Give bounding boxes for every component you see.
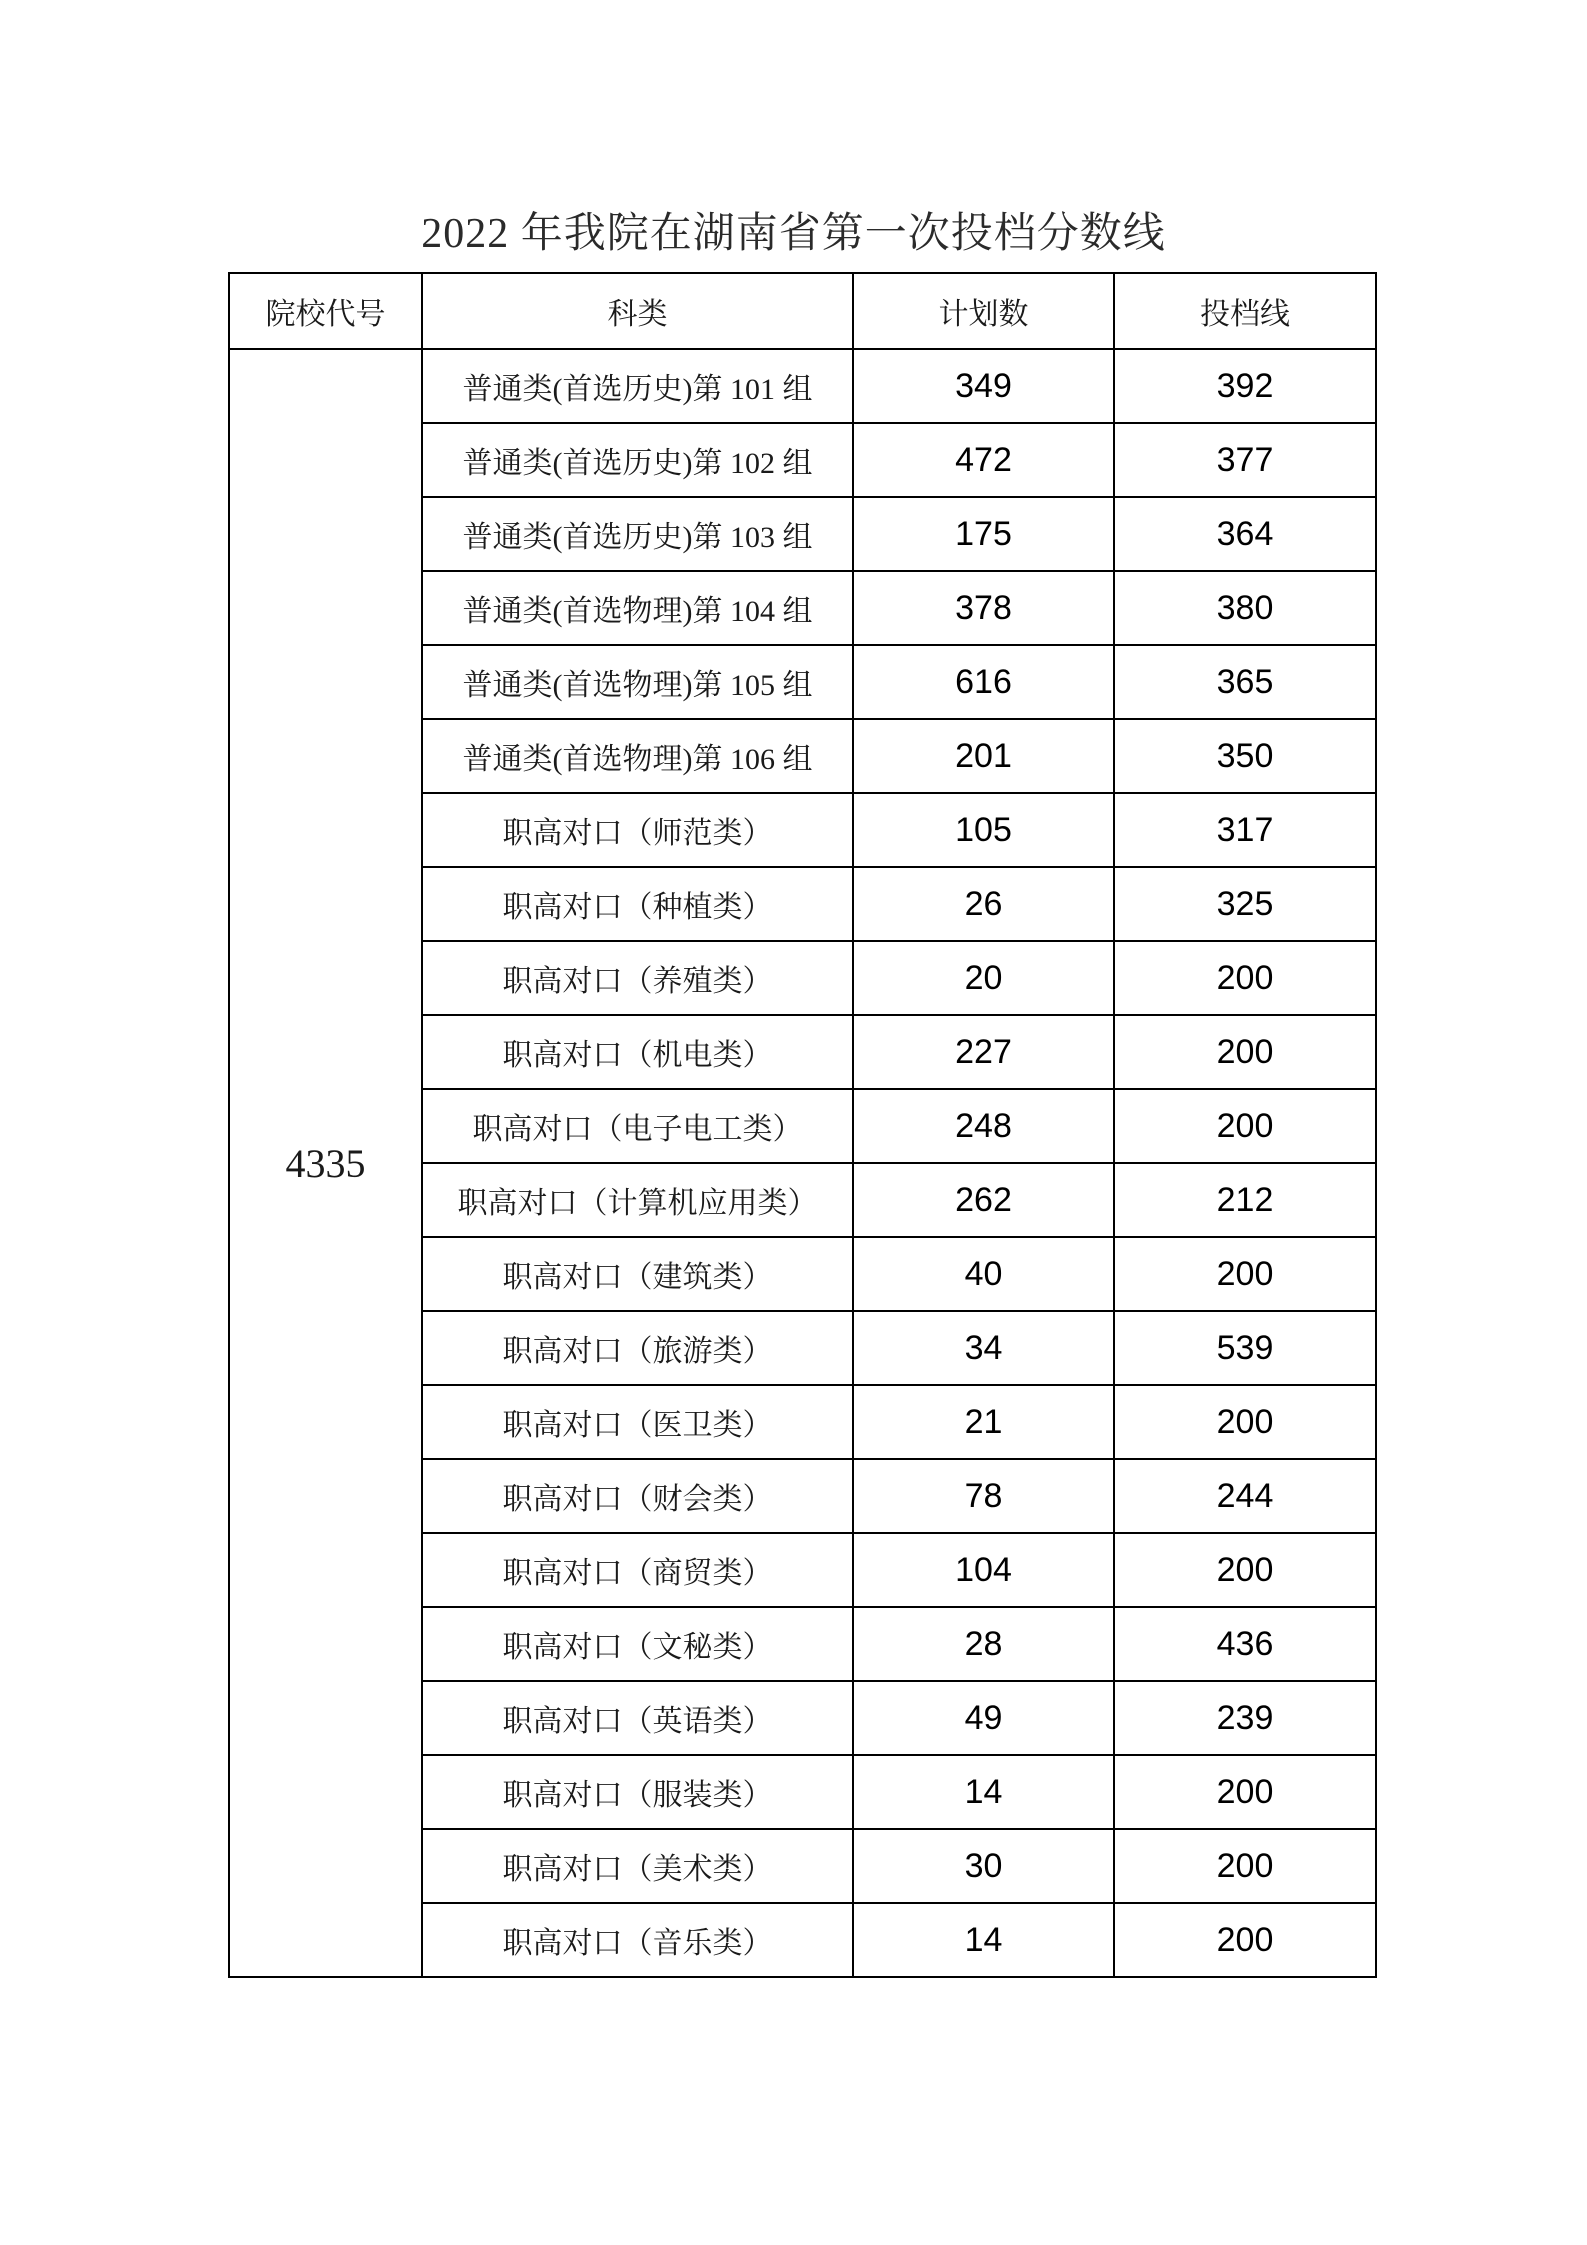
line-cell: 200: [1114, 1385, 1376, 1459]
category-cell: 职高对口（养殖类）: [422, 941, 853, 1015]
line-cell: 365: [1114, 645, 1376, 719]
line-cell: 436: [1114, 1607, 1376, 1681]
line-cell: 200: [1114, 1755, 1376, 1829]
header-college-code: 院校代号: [229, 273, 422, 349]
plan-cell: 21: [853, 1385, 1114, 1459]
category-cell: 普通类(首选历史)第 101 组: [422, 349, 853, 423]
score-table: [228, 272, 1377, 1978]
header-admission-line: 投档线: [1114, 273, 1376, 349]
line-cell: 200: [1114, 1089, 1376, 1163]
plan-cell: 40: [853, 1237, 1114, 1311]
line-cell: 200: [1114, 1829, 1376, 1903]
plan-cell: 201: [853, 719, 1114, 793]
page-title: 2022 年我院在湖南省第一次投档分数线: [421, 211, 1166, 257]
plan-cell: 28: [853, 1607, 1114, 1681]
line-cell: 317: [1114, 793, 1376, 867]
category-cell: 职高对口（英语类）: [422, 1681, 853, 1755]
line-cell: 244: [1114, 1459, 1376, 1533]
plan-cell: 227: [853, 1015, 1114, 1089]
plan-cell: 105: [853, 793, 1114, 867]
plan-cell: 26: [853, 867, 1114, 941]
line-cell: 239: [1114, 1681, 1376, 1755]
category-cell: 职高对口（建筑类）: [422, 1237, 853, 1311]
category-cell: 普通类(首选物理)第 106 组: [422, 719, 853, 793]
line-cell: 200: [1114, 1533, 1376, 1607]
line-cell: 380: [1114, 571, 1376, 645]
category-cell: 职高对口（文秘类）: [422, 1607, 853, 1681]
plan-cell: 378: [853, 571, 1114, 645]
header-category: 科类: [422, 273, 853, 349]
line-cell: 392: [1114, 349, 1376, 423]
plan-cell: 14: [853, 1903, 1114, 1977]
category-cell: 职高对口（机电类）: [422, 1015, 853, 1089]
plan-cell: 248: [853, 1089, 1114, 1163]
plan-cell: 104: [853, 1533, 1114, 1607]
line-cell: 377: [1114, 423, 1376, 497]
line-cell: 325: [1114, 867, 1376, 941]
plan-cell: 14: [853, 1755, 1114, 1829]
line-cell: 200: [1114, 941, 1376, 1015]
line-cell: 200: [1114, 1237, 1376, 1311]
plan-cell: 49: [853, 1681, 1114, 1755]
line-cell: 212: [1114, 1163, 1376, 1237]
line-cell: 350: [1114, 719, 1376, 793]
category-cell: 职高对口（医卫类）: [422, 1385, 853, 1459]
category-cell: 普通类(首选物理)第 105 组: [422, 645, 853, 719]
category-cell: 职高对口（师范类）: [422, 793, 853, 867]
category-cell: 职高对口（服装类）: [422, 1755, 853, 1829]
header-plan-count: 计划数: [853, 273, 1114, 349]
plan-cell: 616: [853, 645, 1114, 719]
category-cell: 职高对口（商贸类）: [422, 1533, 853, 1607]
plan-cell: 20: [853, 941, 1114, 1015]
college-code-cell: 4335: [229, 349, 422, 1977]
category-cell: 职高对口（美术类）: [422, 1829, 853, 1903]
plan-cell: 262: [853, 1163, 1114, 1237]
line-cell: 364: [1114, 497, 1376, 571]
plan-cell: 30: [853, 1829, 1114, 1903]
plan-cell: 175: [853, 497, 1114, 571]
category-cell: 普通类(首选历史)第 102 组: [422, 423, 853, 497]
header-row: [229, 273, 1376, 349]
plan-cell: 472: [853, 423, 1114, 497]
line-cell: 200: [1114, 1015, 1376, 1089]
category-cell: 职高对口（财会类）: [422, 1459, 853, 1533]
category-cell: 职高对口（旅游类）: [422, 1311, 853, 1385]
line-cell: 200: [1114, 1903, 1376, 1977]
category-cell: 普通类(首选历史)第 103 组: [422, 497, 853, 571]
category-cell: 普通类(首选物理)第 104 组: [422, 571, 853, 645]
plan-cell: 34: [853, 1311, 1114, 1385]
plan-cell: 78: [853, 1459, 1114, 1533]
category-cell: 职高对口（计算机应用类）: [422, 1163, 853, 1237]
category-cell: 职高对口（音乐类）: [422, 1903, 853, 1977]
category-cell: 职高对口（种植类）: [422, 867, 853, 941]
category-cell: 职高对口（电子电工类）: [422, 1089, 853, 1163]
table-row: [229, 349, 1376, 423]
plan-cell: 349: [853, 349, 1114, 423]
line-cell: 539: [1114, 1311, 1376, 1385]
